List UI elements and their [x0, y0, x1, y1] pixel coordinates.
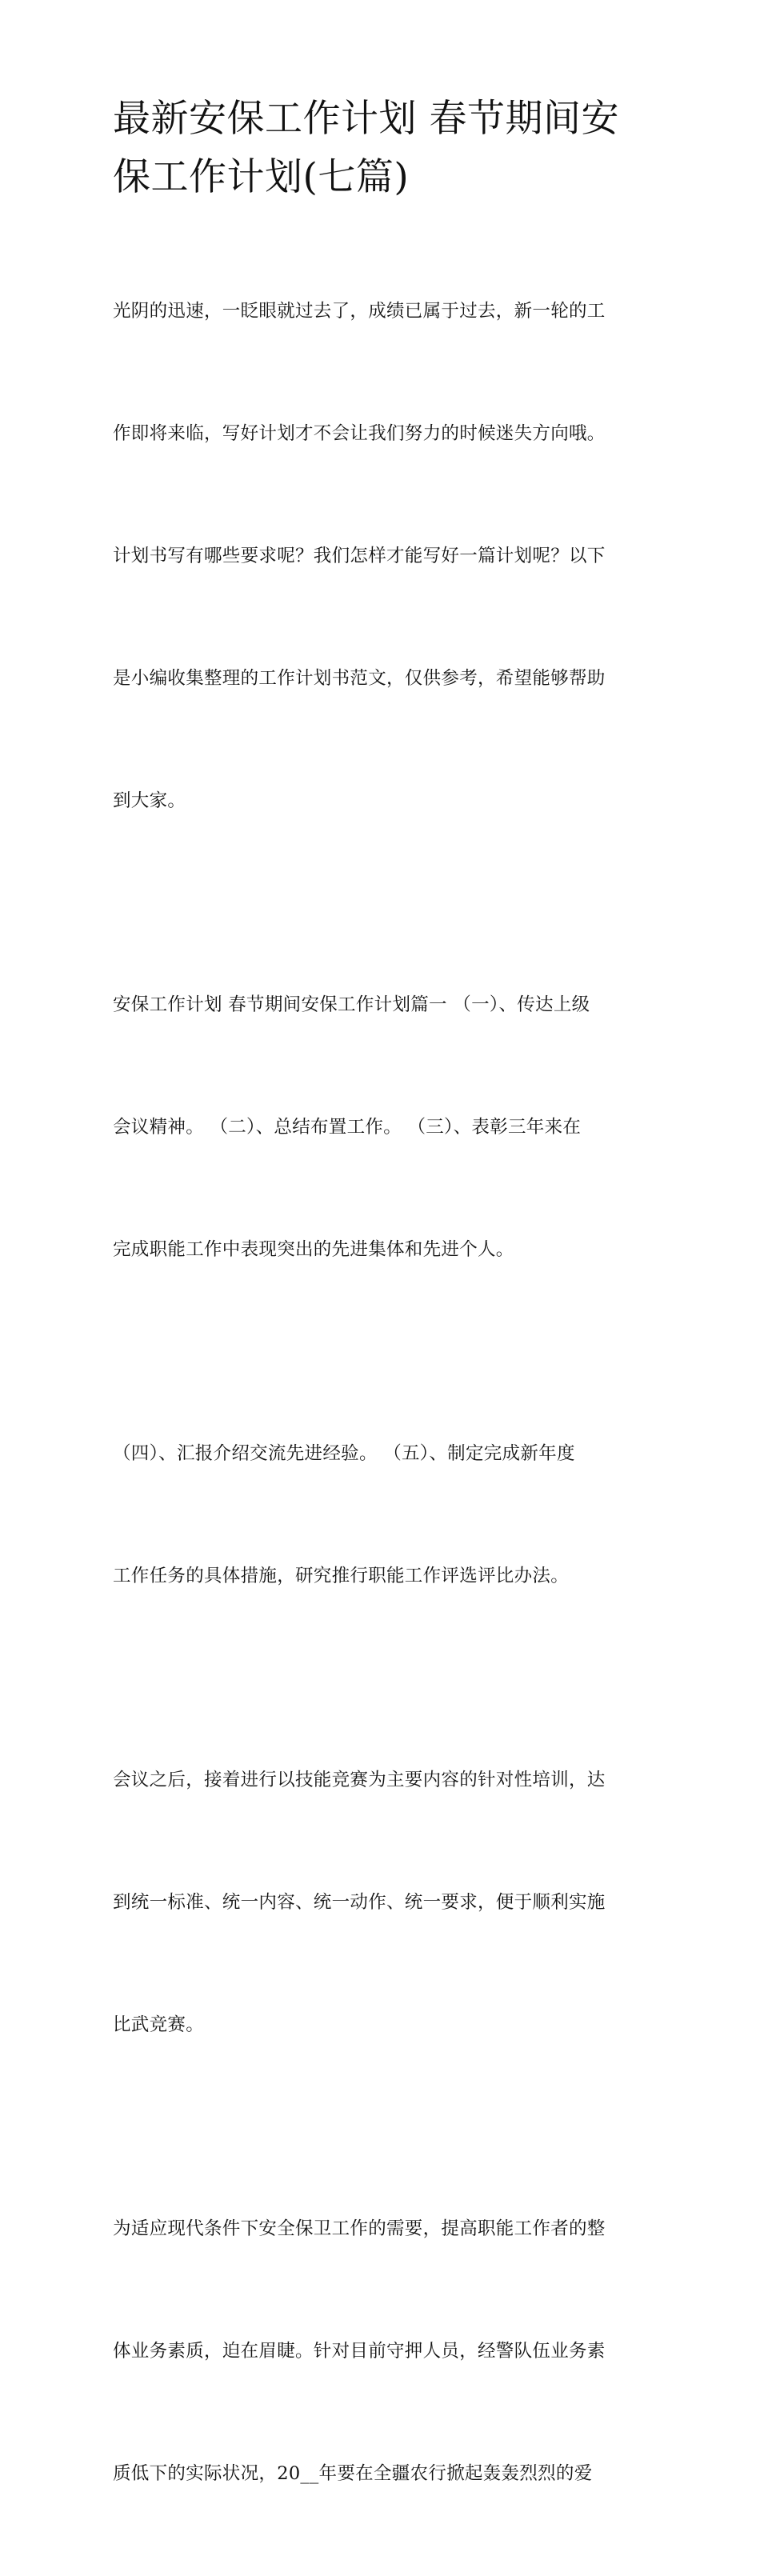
paragraph-section-four	[113, 1352, 650, 1678]
paragraph-training	[113, 1678, 650, 2127]
text-line: 到统一标准、统一内容、统一动作、统一要求，便于顺利实施	[113, 1892, 606, 1913]
text-line: 比武竞赛。	[113, 2014, 205, 2035]
title-line: 最新安保工作计划 春节期间安	[113, 97, 619, 141]
text-line: 会议精神。 （二）、总结布置工作。 （三）、表彰三年来在	[113, 1117, 582, 1138]
text-line: 体业务素质，迫在眉睫。针对目前守押人员，经警队伍业务素	[113, 2341, 606, 2362]
text-line: 安保工作计划 春节期间安保工作计划篇一 （一）、传达上级	[113, 994, 590, 1015]
text-line: 质低下的实际状况，20__年要在全疆农行掀起轰轰烈烈的爱	[113, 2463, 593, 2484]
document-title	[113, 90, 650, 206]
text-line: （四）、汇报介绍交流先进经验。 （五）、制定完成新年度	[113, 1443, 575, 1464]
text-line: 到大家。	[113, 790, 186, 811]
paragraph-security-needs	[113, 2127, 650, 2576]
paragraph-section-one	[113, 903, 650, 1352]
text-line: 作即将来临，写好计划才不会让我们努力的时候迷失方向哦。	[113, 423, 606, 444]
document-page	[113, 90, 650, 2576]
title-line: 保工作计划(七篇)	[113, 155, 410, 199]
paragraph-intro	[113, 210, 650, 903]
text-line: 计划书写有哪些要求呢？我们怎样才能写好一篇计划呢？以下	[113, 546, 606, 566]
text-line: 会议之后，接着进行以技能竞赛为主要内容的针对性培训，达	[113, 1770, 606, 1790]
text-line: 工作任务的具体措施，研究推行职能工作评选评比办法。	[113, 1566, 570, 1586]
text-line: 光阴的迅速，一眨眼就过去了，成绩已属于过去，新一轮的工	[113, 301, 606, 322]
text-line: 为适应现代条件下安全保卫工作的需要，提高职能工作者的整	[113, 2218, 606, 2239]
text-line: 完成职能工作中表现突出的先进集体和先进个人。	[113, 1239, 514, 1260]
text-line: 是小编收集整理的工作计划书范文，仅供参考，希望能够帮助	[113, 668, 606, 689]
